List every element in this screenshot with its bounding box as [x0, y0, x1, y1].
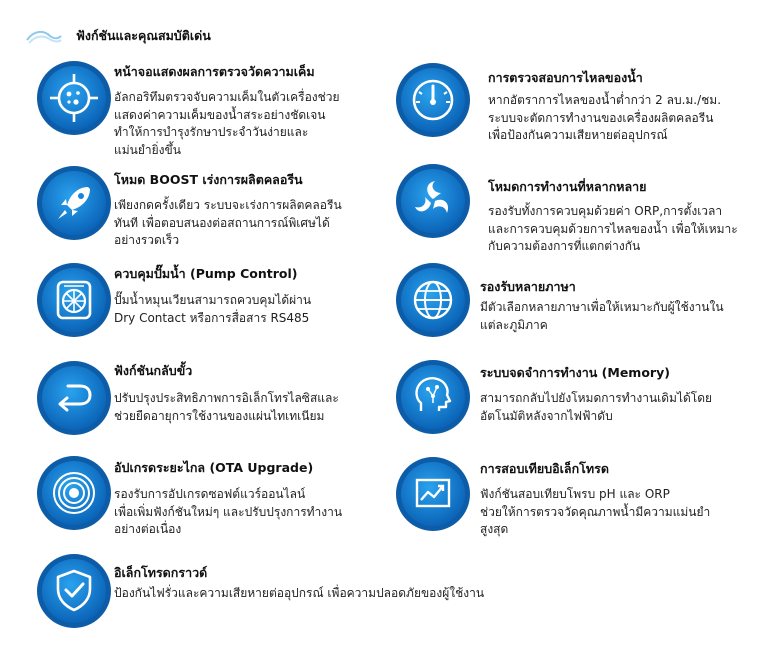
feature-description: ปั๊มน้ำหมุนเวียนสามารถควบคุมได้ผ่าน Dry Contact หรือการสื่อสาร RS485	[114, 293, 312, 325]
feature-description: มีตัวเลือกหลายภาษาเพื่อให้เหมาะกับผู้ใช้งานใน แต่ละภูมิภาค	[480, 300, 724, 332]
feature-description: ปรับปรุงประสิทธิภาพการอิเล็กโทรไลซิสและ ช่วยยืดอายุการใช้งานของแผ่นไทเทเนียม	[114, 391, 339, 423]
feature-title: ฟังก์ชันกลับขั้ว	[114, 363, 193, 378]
pump-fan-icon	[36, 262, 112, 338]
globe-icon	[395, 262, 471, 338]
calibration-chart-icon	[395, 456, 471, 532]
feature-description: สามารถกลับไปยังโหมดการทำงานเดิมได้โดย อัตโนมัติหลังจากไฟฟ้าดับ	[480, 391, 713, 423]
reverse-arrow-icon	[36, 360, 112, 436]
feature-description: อัลกอริทึมตรวจจับความเค็มในตัวเครื่องช่วย แสดงค่าความเค็มของน้ำสระอย่างชัดเจน ทำให้การบำรุงรักษาประจำวันง่ายและ แม่นยำยิ่งขึ้น	[114, 90, 340, 157]
feature-description: รองรับการอัปเกรดซอฟต์แวร์ออนไลน์ เพื่อเพิ่มฟังก์ชันใหม่ๆ และปรับปรุงการทำงาน อย่างต่อเนื่อง	[114, 487, 343, 536]
feature-title: รองรับหลายภาษา	[480, 279, 576, 294]
feature-title: การตรวจสอบการไหลของน้ำ	[488, 70, 643, 85]
wave-logo-icon	[26, 27, 62, 45]
feature-title: ระบบจดจำการทำงาน (Memory)	[480, 365, 670, 380]
salinity-sensor-icon	[36, 60, 112, 136]
brain-memory-icon	[395, 359, 471, 435]
feature-description: เพียงกดครั้งเดียว ระบบจะเร่งการผลิตคลอรีน ทันที เพื่อตอบสนองต่อสถานการณ์พิเศษได้ อย่างรวดเร็ว	[114, 198, 342, 247]
feature-title: โหมด BOOST เร่งการผลิตคลอรีน	[114, 172, 303, 187]
feature-description: หากอัตราการไหลของน้ำต่ำกว่า 2 ลบ.ม./ชม. ระบบจะตัดการทำงานของเครื่องผลิตคลอรีน เพื่อป้องกันความเสียหายต่ออุปกรณ์	[488, 93, 722, 142]
feature-description: ฟังก์ชันสอบเทียบโพรบ pH และ ORP ช่วยให้การตรวจวัดคุณภาพน้ำมีความแม่นยำ สูงสุด	[480, 487, 711, 536]
feature-title: อัปเกรดระยะไกล (OTA Upgrade)	[114, 460, 314, 475]
section-title: ฟังก์ชันและคุณสมบัติเด่น	[76, 28, 211, 43]
flow-gauge-icon	[395, 62, 471, 138]
feature-title: โหมดการทำงานที่หลากหลาย	[488, 179, 647, 194]
section-header	[26, 24, 211, 48]
feature-title: ควบคุมปั๊มน้ำ (Pump Control)	[114, 266, 298, 281]
feature-title: อิเล็กโทรดกราวด์	[114, 565, 208, 580]
feature-description: รองรับทั้งการควบคุมด้วยค่า ORP,การตั้งเวลา และการควบคุมด้วยการไหลของน้ำ เพื่อให้เหมาะ กับความต้องการที่แตกต่างกัน	[488, 204, 738, 253]
feature-description: ป้องกันไฟรั่วและความเสียหายต่ออุปกรณ์ เพื่อความปลอดภัยของผู้ใช้งาน	[114, 586, 485, 600]
feature-title: การสอบเทียบอิเล็กโทรด	[480, 461, 609, 476]
feature-title: หน้าจอแสดงผลการตรวจวัดความเค็ม	[114, 64, 315, 79]
rocket-icon	[36, 165, 112, 241]
ota-rings-icon	[36, 455, 112, 531]
shield-check-icon	[36, 553, 112, 629]
swirl-modes-icon	[395, 163, 471, 239]
